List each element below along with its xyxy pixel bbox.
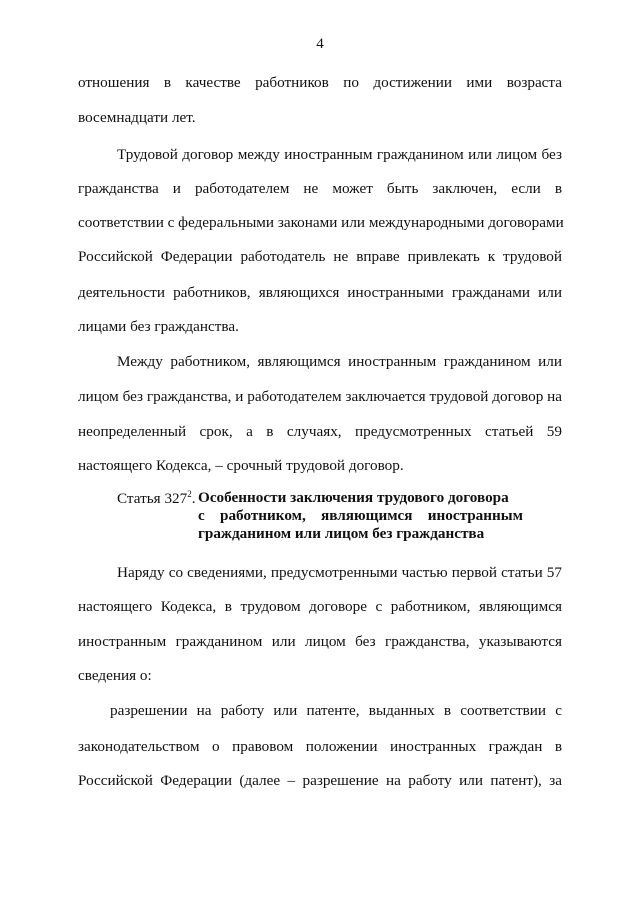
article-label bbox=[117, 489, 196, 508]
paragraph-line: отношения в качестве работников по достижении ими возраста bbox=[78, 74, 562, 91]
paragraph-line: лицами без гражданства. bbox=[78, 318, 239, 335]
paragraph-line: Российской Федерации работодатель не вправе привлекать к трудовой bbox=[78, 248, 562, 265]
paragraph-line: Российской Федерации (далее – разрешение на работу или патент), за bbox=[78, 772, 562, 789]
paragraph-line: законодательством о правовом положении иностранных граждан в bbox=[78, 738, 562, 755]
paragraph-line: сведения о: bbox=[78, 667, 152, 684]
paragraph-line: лицом без гражданства, и работодателем заключается трудовой договор на bbox=[78, 388, 562, 405]
paragraph-line: настоящего Кодекса, – срочный трудовой договор. bbox=[78, 457, 404, 474]
paragraph-line: настоящего Кодекса, в трудовом договоре с работником, являющимся bbox=[78, 598, 562, 615]
paragraph-line: неопределенный срок, а в случаях, предусмотренных статьей 59 bbox=[78, 423, 562, 440]
paragraph-line: деятельности работников, являющихся иностранными гражданами или bbox=[78, 284, 562, 301]
paragraph-line: Между работником, являющимся иностранным гражданином или bbox=[117, 353, 562, 370]
paragraph-line: Наряду со сведениями, предусмотренными частью первой статьи 57 bbox=[117, 564, 562, 581]
paragraph-line: иностранным гражданином или лицом без гражданства, указываются bbox=[78, 633, 562, 650]
paragraph-line: разрешении на работу или патенте, выданных в соответствии с bbox=[110, 702, 562, 719]
paragraph-line: гражданства и работодателем не может быть заключен, если в bbox=[78, 180, 562, 197]
article-title-line: с работником, являющимся иностранным bbox=[198, 507, 523, 524]
paragraph-line: Трудовой договор между иностранным гражданином или лицом без bbox=[117, 146, 562, 163]
paragraph-line: восемнадцати лет. bbox=[78, 109, 196, 126]
article-label-text: Статья 327 bbox=[117, 490, 188, 507]
article-title-line: Особенности заключения трудового договора bbox=[198, 489, 509, 506]
paragraph-line: соответствии с федеральными законами или международными договорами bbox=[78, 214, 564, 231]
page-number: 4 bbox=[316, 36, 324, 52]
article-label-suffix: . bbox=[191, 490, 196, 507]
article-superscript: 2 bbox=[187, 489, 192, 499]
article-title-line: гражданином или лицом без гражданства bbox=[198, 525, 485, 542]
